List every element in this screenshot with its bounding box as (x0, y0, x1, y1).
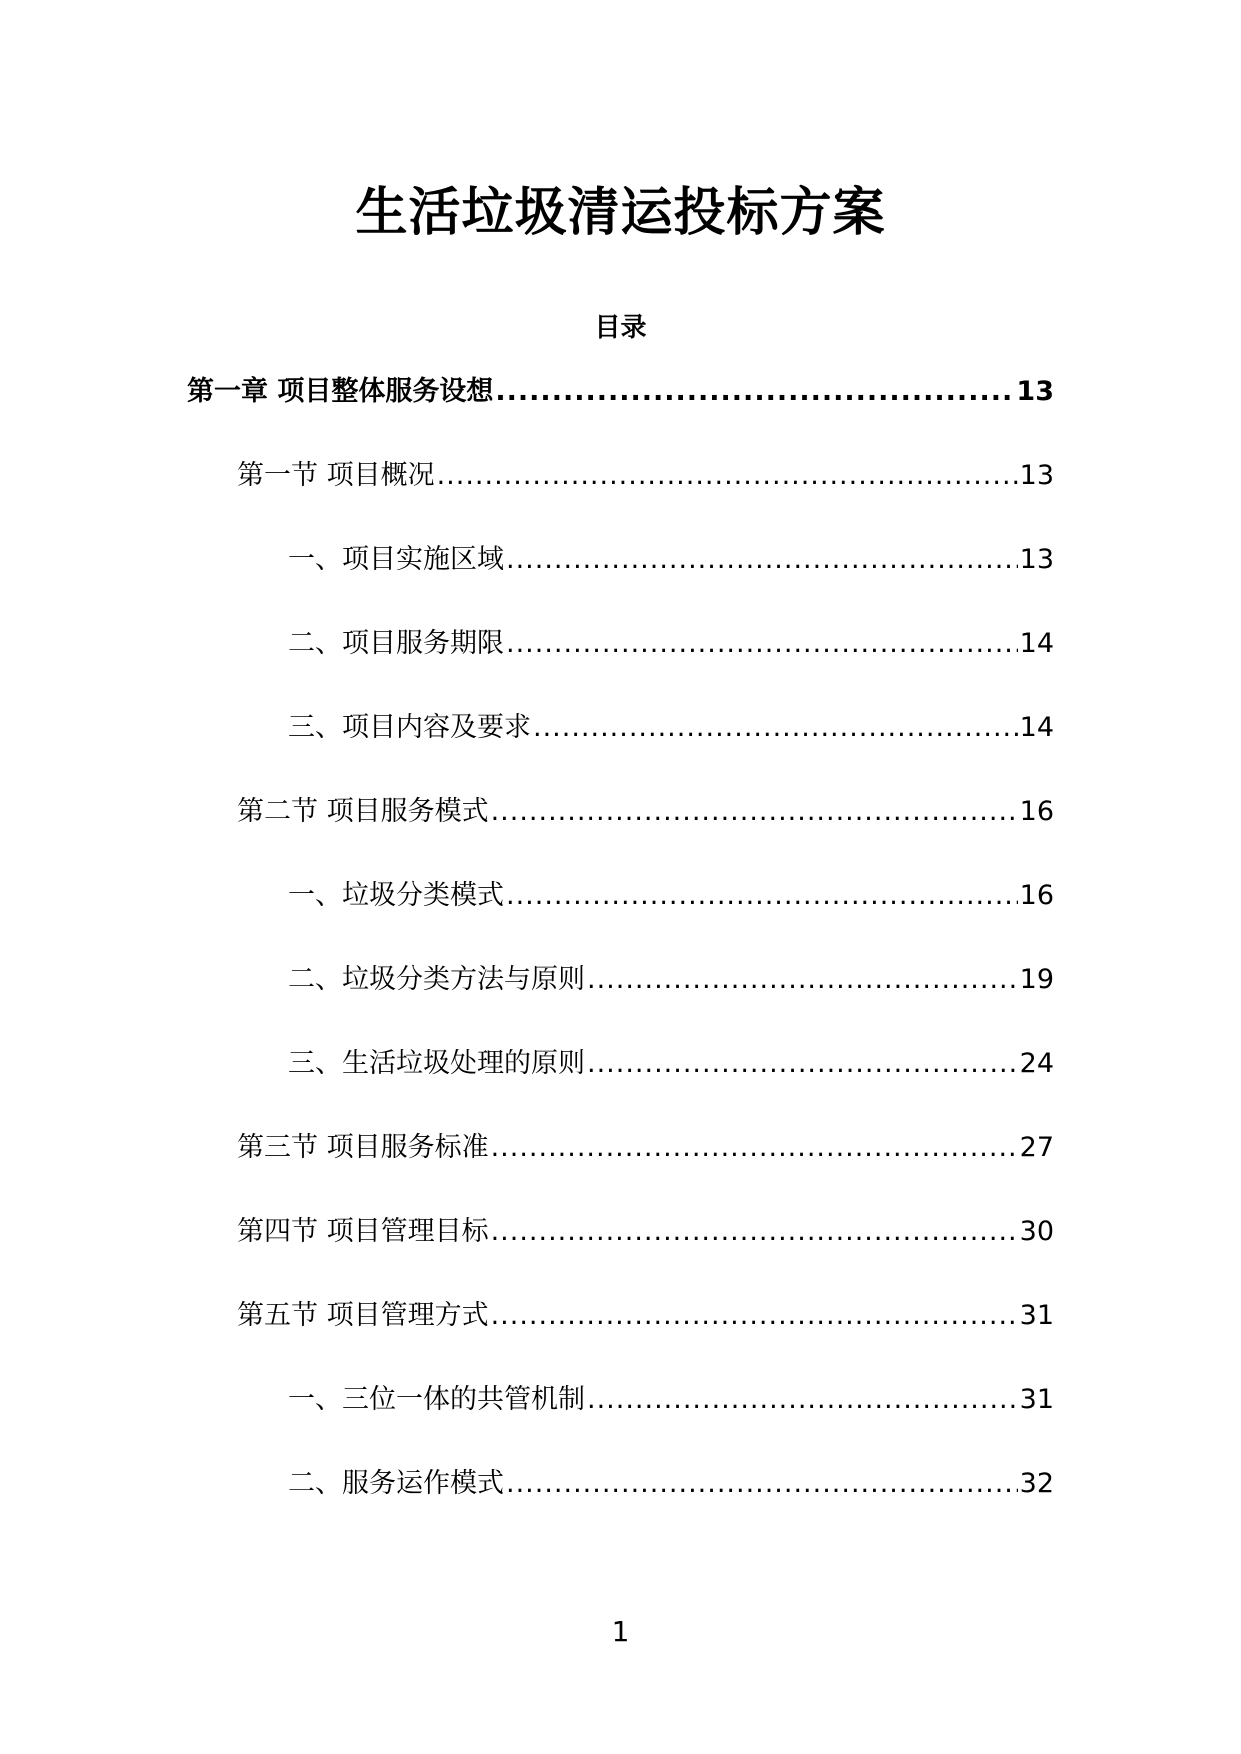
toc-dot-leader (491, 1296, 1018, 1336)
toc-entry-section[interactable] (237, 1212, 1054, 1252)
page-number: 1 (611, 1615, 630, 1648)
toc-dot-leader (506, 876, 1018, 916)
toc-entry-section[interactable] (237, 1296, 1054, 1336)
toc-entry-page: 31 (1019, 1300, 1054, 1331)
toc-entry-section[interactable] (237, 456, 1054, 496)
toc-entry-subsection[interactable] (288, 1044, 1054, 1084)
toc-dot-leader (533, 708, 1018, 748)
toc-entry-label: 二、垃圾分类方法与原则 (288, 964, 585, 995)
toc-entry-page: 13 (1019, 460, 1054, 491)
toc-dot-leader (491, 1212, 1018, 1252)
toc-entry-label: 第五节 项目管理方式 (237, 1300, 489, 1331)
toc-entry-subsection[interactable] (288, 876, 1054, 916)
toc-entry-label: 三、项目内容及要求 (288, 712, 531, 743)
toc-dot-leader (506, 1464, 1018, 1504)
toc-entry-label: 第一章 项目整体服务设想 (187, 376, 494, 407)
toc-dot-leader (437, 456, 1018, 496)
toc-entry-page: 14 (1019, 712, 1054, 743)
toc-dot-leader (495, 372, 1014, 412)
document-title: 生活垃圾清运投标方案 (355, 183, 886, 243)
toc-entry-subsection[interactable] (288, 1464, 1054, 1504)
toc-entry-label: 第四节 项目管理目标 (237, 1216, 489, 1247)
toc-entry-subsection[interactable] (288, 540, 1054, 580)
toc-entry-page: 19 (1019, 964, 1054, 995)
toc-dot-leader (491, 792, 1018, 832)
toc-entry-page: 13 (1016, 376, 1054, 407)
toc-entry-label: 一、垃圾分类模式 (288, 880, 504, 911)
toc-entry-subsection[interactable] (288, 624, 1054, 664)
toc-heading: 目录 (594, 313, 647, 343)
toc-dot-leader (491, 1128, 1018, 1168)
toc-entry-section[interactable] (237, 792, 1054, 832)
toc-entry-label: 二、服务运作模式 (288, 1468, 504, 1499)
toc-dot-leader (587, 960, 1018, 1000)
toc-dot-leader (587, 1044, 1018, 1084)
toc-entry-label: 第一节 项目概况 (237, 460, 435, 491)
toc-entry-page: 31 (1019, 1384, 1054, 1415)
toc-entry-page: 16 (1019, 796, 1054, 827)
toc-entry-label: 一、项目实施区域 (288, 544, 504, 575)
toc-entry-chapter[interactable] (187, 372, 1054, 412)
toc-entry-label: 一、三位一体的共管机制 (288, 1384, 585, 1415)
toc-entry-page: 32 (1019, 1468, 1054, 1499)
toc-entry-subsection[interactable] (288, 960, 1054, 1000)
toc-dot-leader (506, 624, 1018, 664)
toc-entry-page: 13 (1019, 544, 1054, 575)
toc-entry-section[interactable] (237, 1128, 1054, 1168)
toc-entry-page: 30 (1019, 1216, 1054, 1247)
toc-dot-leader (587, 1380, 1018, 1420)
toc-entry-page: 16 (1019, 880, 1054, 911)
toc-entry-page: 14 (1019, 628, 1054, 659)
toc-entry-label: 第二节 项目服务模式 (237, 796, 489, 827)
toc-entry-subsection[interactable] (288, 1380, 1054, 1420)
toc-entry-page: 24 (1019, 1048, 1054, 1079)
toc-entry-label: 第三节 项目服务标准 (237, 1132, 489, 1163)
toc-entry-label: 三、生活垃圾处理的原则 (288, 1048, 585, 1079)
toc-dot-leader (506, 540, 1018, 580)
toc-entry-subsection[interactable] (288, 708, 1054, 748)
toc-entry-label: 二、项目服务期限 (288, 628, 504, 659)
toc-entry-page: 27 (1019, 1132, 1054, 1163)
